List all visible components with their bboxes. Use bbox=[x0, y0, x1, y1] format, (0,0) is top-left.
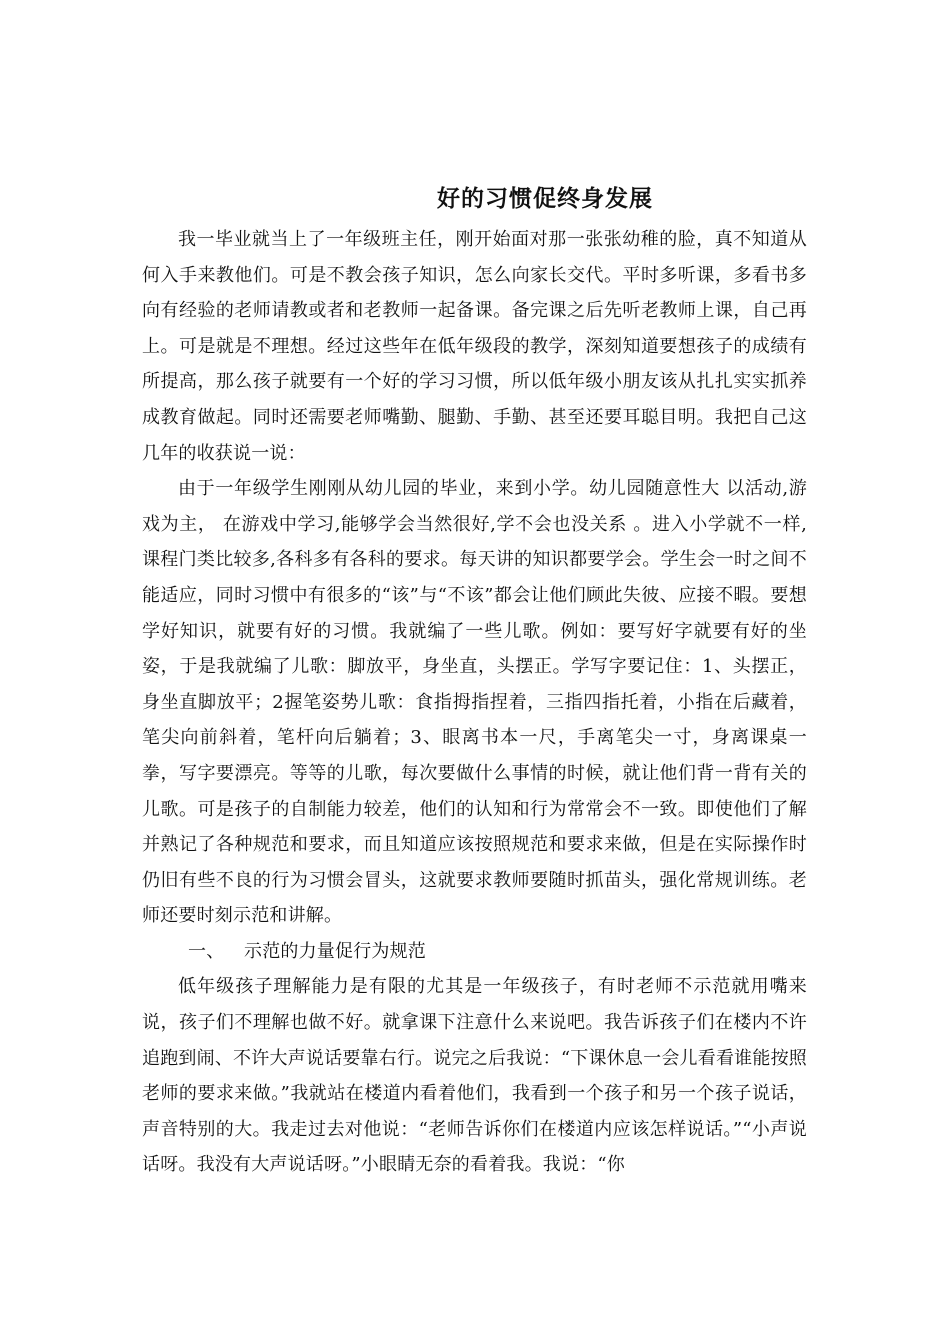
paragraph-intro: 我一毕业就当上了一年级班主任，刚开始面对那一张张幼稚的脸，真不知道从何入手来教他们。可是不教会孩子知识，怎么向家长交代。平时多听课，多看书多向有经验的老师请教或者和老教师一起备课。备完课之后先听老教师上课，自己再上。可是就是不理想。经过这些年在低年级段的教学，深刻知道要想孩子的成绩有所提高，那么孩子就要有一个好的学习习惯，所以低年级小朋友该从扎扎实实抓养成教育做起。同时还需要老师嘴勤、腿勤、手勤、甚至还要耳聪目明。我把自己这几年的收获说一说： bbox=[142, 229, 807, 464]
section-heading bbox=[142, 934, 807, 970]
paragraph-demonstration: 低年级孩子理解能力是有限的尤其是一年级孩子，有时老师不示范就用嘴来说，孩子们不理解也做不好。就拿课下注意什么来说吧。我告诉孩子们在楼内不许追跑到闹、不许大声说话要靠右行。说完之后我说：“下课休息一会儿看看谁能按照老师的要求来做。”我就站在楼道内看着他们，我看到一个孩子和另一个孩子说话，声音特别的大。我走过去对他说：“老师告诉你们在楼道内应该怎样说话。”“小声说话呀。我没有大声说话呀。”小眼睛无奈的看着我。我说：“你 bbox=[142, 976, 807, 1176]
section-heading-number: 一、 bbox=[188, 940, 225, 962]
paragraph-habits: 由于一年级学生刚刚从幼儿园的毕业，来到小学。幼儿园随意性大 以活动,游戏为主， 在游戏中学习,能够学会当然很好,学不会也没关系 。进入小学就不一样,课程门类比较多,各科多有各科的要求。每天讲的知识都要学会。学生会一时之间不能适应，同时习惯中有很多的“该”与“不该”都会让他们顾此失彼、应接不暇。要想学好知识，就要有好的习惯。我就编了一些儿歌。例如：要写好字就要有好的坐姿，于是我就编了儿歌：脚放平，身坐直，头摆正。学写字要记住：1、头摆正，身坐直脚放平；2握笔姿势儿歌：食指拇指捏着，三指四指托着，小指在后藏着，笔尖向前斜着，笔杆向后躺着；3、眼离书本一尺，手离笔尖一寸，身离课桌一拳，写字要漂亮。等等的儿歌，每次要做什么事情的时候，就让他们背一背有关的儿歌。可是孩子的自制能力较差，他们的认知和行为常常会不一致。即使他们了解并熟记了各种规范和要求，而且知道应该按照规范和要求来做，但是在实际操作时仍旧有些不良的行为习惯会冒头，这就要求教师要随时抓苗头，强化常规训练。老师还要时刻示范和讲解。 bbox=[142, 478, 807, 927]
section-heading-text: 示范的力量促行为规范 bbox=[244, 940, 426, 962]
document-body bbox=[142, 222, 807, 1183]
document-title: 好的习惯促终身发展 bbox=[437, 186, 653, 212]
